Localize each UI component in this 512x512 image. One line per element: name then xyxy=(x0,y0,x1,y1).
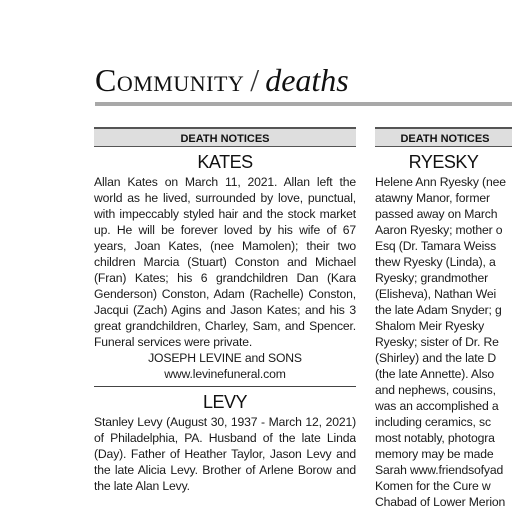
notice-line: (the late Annette). Also xyxy=(375,367,495,381)
notice-line: (Elisheva), Nathan Wei xyxy=(375,287,497,301)
notice-text xyxy=(375,174,512,510)
subsection-title: deaths xyxy=(265,62,349,98)
funeral-home: JOSEPH LEVINE and SONS xyxy=(148,351,302,365)
notice-line: Komen for the Cure w xyxy=(375,479,491,493)
notice-line: memory may be made xyxy=(375,447,494,461)
notice-line: Ryesky; grandmother xyxy=(375,271,488,285)
notice-name: LEVY xyxy=(202,392,248,412)
notice-name: KATES xyxy=(197,152,253,172)
left-column xyxy=(94,127,356,512)
notice-line: thew Ryesky (Linda), a xyxy=(375,255,496,269)
notice-line: and nephews, cousins, xyxy=(375,383,496,397)
section-bar-death-notices: DEATH NOTICES xyxy=(375,127,512,147)
notice-line: was an accomplished a xyxy=(375,399,499,413)
notice-line: Esq (Dr. Tamara Weiss xyxy=(375,239,497,253)
page-title xyxy=(95,60,349,107)
notice-line: Helene Ann Ryesky (nee xyxy=(375,175,506,189)
section-bar-death-notices: DEATH NOTICES xyxy=(94,127,356,147)
funeral-home-website[interactable]: www.levinefuneral.com xyxy=(164,367,286,381)
right-column xyxy=(375,127,512,512)
notice-divider xyxy=(94,386,356,387)
notice-line: Shalom Meir Ryesky xyxy=(375,319,485,333)
notice-line: passed away on March xyxy=(375,207,498,221)
notice-line: Aaron Ryesky; mother o xyxy=(375,223,503,237)
notice-name: RYESKY xyxy=(408,152,479,172)
notice-line: Chabad of Lower Merion xyxy=(375,495,506,509)
notice-kates xyxy=(94,152,356,382)
section-title: Community xyxy=(95,62,245,98)
notice-line: Sarah www.friendsofyad xyxy=(375,463,504,477)
notice-line: atawny Manor, former xyxy=(375,191,490,205)
notice-text: Stanley Levy (August 30, 1937 - March 12, 2021) of Philadelphia, PA. Husband of the late Linda (Day). Father of Heather Taylor, Jason Levy and the late Alicia Levy. Brother of Arlene Borow and the late Alan Levy. xyxy=(94,415,356,493)
notice-line: including ceramics, sc xyxy=(375,415,491,429)
page-header xyxy=(95,58,512,106)
notice-levy xyxy=(94,392,356,494)
notice-line: most notably, photogra xyxy=(375,431,495,445)
notice-text: Allan Kates on March 11, 2021. Allan left the world as he lived, surrounded by love, punctual, with impeccably styled hair and the stock market up. He will be forever loved by his wife of 67 years, Joan Kates, (nee Mamolen); their two children Marcia (Stuart) Conston and Michael (Fran) Kates; his 6 grandchildren Dan (Kara Genderson) Conston, Adam (Rachelle) Conston, Jacqui (Zach) Agins and Jason Kates; and his 3 great grandchildren, Charley, Sam, and Spencer. Funeral services were private. xyxy=(94,175,356,349)
title-separator: / xyxy=(250,62,260,98)
notice-line: Ryesky; sister of Dr. Re xyxy=(375,335,499,349)
notice-line: the late Adam Snyder; g xyxy=(375,303,502,317)
notice-line: (Shirley) and the late D xyxy=(375,351,497,365)
header-rule xyxy=(95,102,512,106)
notice-ryesky xyxy=(375,152,512,510)
